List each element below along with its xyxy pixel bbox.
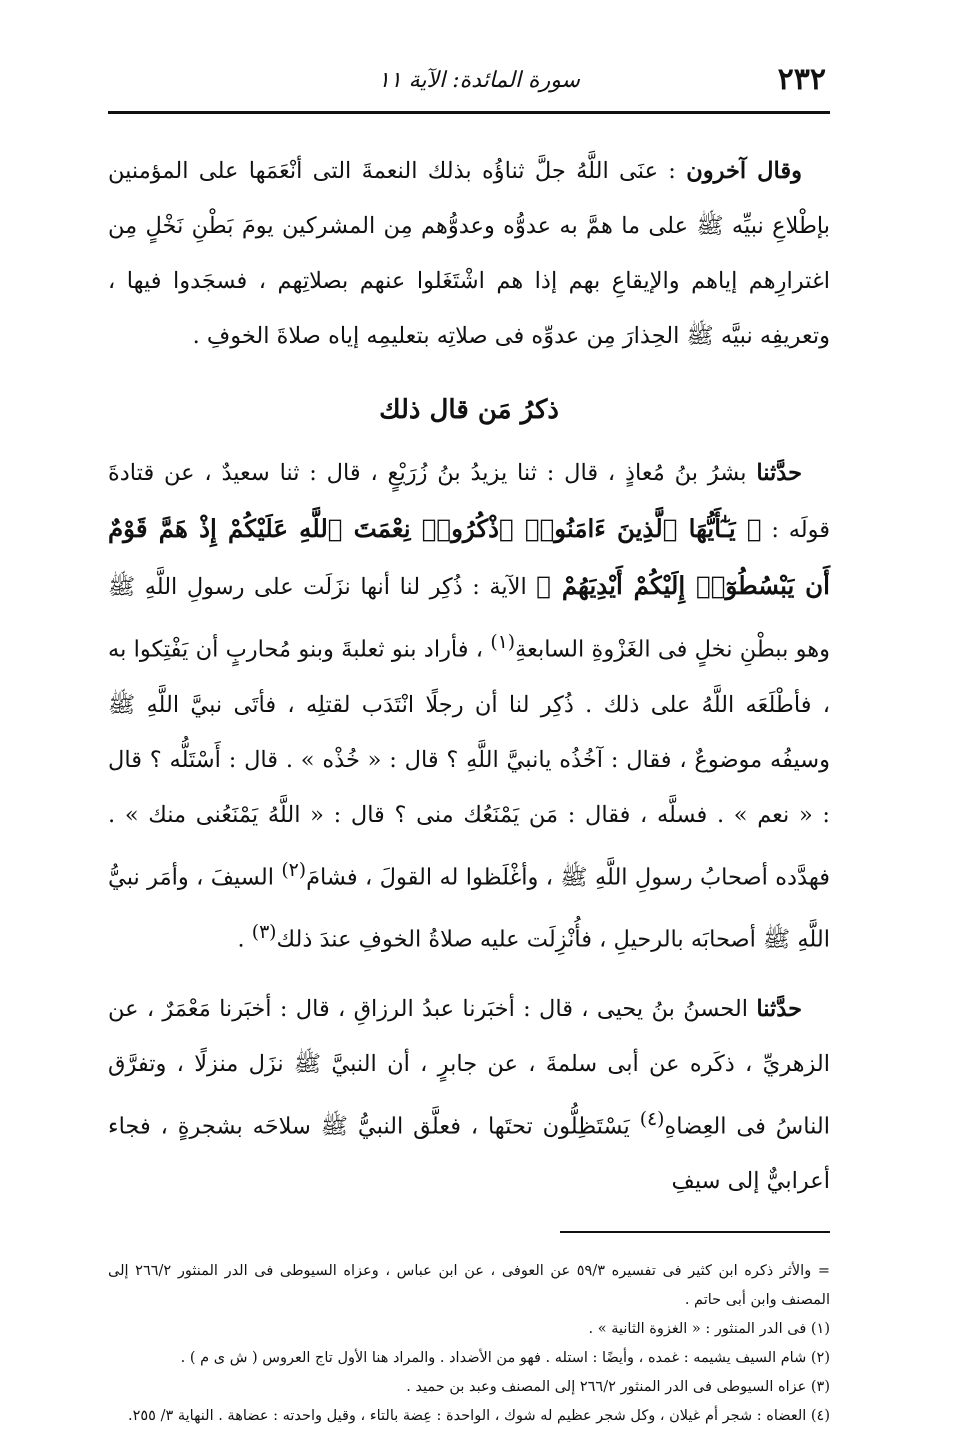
- footnote-ref-4: (٤): [639, 1108, 665, 1130]
- paragraph-lead: حدَّثنا: [756, 995, 802, 1022]
- paragraph-text: : عنَى اللَّهُ جلَّ ثناؤُه بذلك النعمةَ التى أنْعَمَها على المؤمنين بإطْلاعِ نبيِّه ﷺ على ما همَّ به عدوُّه وعدوُّهم مِن المشركين يومَ بَطْنِ نَخْلٍ مِن اغترارِهم إياهم والإيقاعِ بهم إذا هم اشْتَغَلوا عنهم بصلاتِهم ، فسجَدوا فيها ، وتعريفِه نبيَّه ﷺ الحِذارَ مِن عدوِّه فى صلاتِه بتعليمِه إياه صلاةَ الخوفِ .: [108, 158, 830, 349]
- main-text: [108, 144, 830, 1209]
- footnote-2: (٢) شام السيف يشيمه : غمده ، وأيضًا : استله . فهو من الأضداد . والمراد هنا الأول تاج العروس ( ش ى م ) .: [180, 1350, 830, 1366]
- running-header: [108, 56, 830, 114]
- footnote-ref-3: (٣): [251, 922, 277, 943]
- paragraph-qatada-narration: [108, 446, 830, 968]
- section-heading: ذكرُ مَن قال ذلك: [379, 395, 559, 425]
- footnote-ref-2: (٢): [281, 859, 307, 881]
- footnote-4: (٤) العضاه : شجر أم غيلان ، وكل شجر عظيم له شوك ، الواحدة : عِضة بالتاء ، وقيل واحدته : عضاهة . النهاية ٣/ ٢٥٥.: [127, 1408, 830, 1424]
- paragraph-lead: حدَّثنا: [756, 460, 802, 486]
- paragraph-jabir-narration: [108, 982, 830, 1210]
- footnote-continuation: = والأثر ذكره ابن كثير فى تفسيره ٥٩/٣ عن العوفى ، عن ابن عباس ، وعزاه السيوطى فى الدر المنثور ٢٦٦/٢ إلى المصنف وابن أبى حاتم .: [108, 1263, 830, 1308]
- narration-text: الحسنُ بنُ يحيى ، قال : أخبَرنا عبدُ الرزاقِ ، قال : أخبَرنا مَعْمَرٌ ، عن الزهريِّ ، ذكَره عن أبى سلمةَ ، عن جابرٍ ، أن النبيَّ ﷺ نزَل منزلًا ، وتفرَّق الناسُ فى العِضاهِ: [108, 995, 831, 1139]
- book-page: [108, 56, 831, 1424]
- narration-text: الآية : ذُكِر لنا أنها نزَلَت على رسولِ اللَّهِ ﷺ وهو ببطْنِ نخلٍ فى الغَزْوةِ السابعةِ: [108, 574, 830, 663]
- isnad-text: بشرُ بنُ مُعاذٍ ، قال : ثنا يزيدُ بنُ زُرَيْعٍ ، قال : ثنا سعيدٌ ، عن قتادةَ قولَه :: [108, 460, 831, 543]
- footnote-3: (٣) عزاه السيوطى فى الدر المنثور ٢٦٦/٢ إلى المصنف وعبد بن حميد .: [406, 1379, 830, 1395]
- narration-text: السيفَ ، وأمَر نبيُّ اللَّهِ ﷺ أصحابَه بالرحيلِ ، فأُنْزِلَت عليه صلاةُ الخوفِ عندَ ذلك: [108, 864, 830, 953]
- surah-title: سورة المائدة: الآية ١١: [378, 68, 580, 93]
- paragraph-other-opinion: [108, 144, 830, 364]
- narration-text: ، فأراد بنو ثعلبةَ وبنو مُحاربٍ أن يَفْتِكوا به ، فأطْلَعَه اللَّهُ على ذلك . ذُكِر لنا أن رجلًا انْتَدَب لقتلِه ، فأتَى نبيَّ اللَّهِ ﷺ وسيفُه موضوعٌ ، فقال : آخُذُه يانبيَّ اللَّهِ ؟ قال : « خُذْه » . قال : أَسْتَلُّه ؟ قال : « نعم » . فسلَّه ، فقال : مَن يَمْنَعُك منى ؟ قال : « اللَّهُ يَمْنَعُنى منك » . فهدَّده أصحابُ رسولِ اللَّهِ ﷺ ، وأغْلَظوا له القولَ ، فشامَ: [108, 636, 830, 890]
- quran-verse: ﴿ يَـٰٓأَيُّهَا ٱلَّذِينَ ءَامَنُوا۟ ٱذْكُرُوا۟ نِعْمَتَ ٱللَّهِ عَلَيْكُمْ إِذْ هَمَّ قَوْمٌ أَن يَبْسُطُوٓا۟ إِلَيْكُمْ أَيْدِيَهُمْ ﴾: [108, 514, 830, 600]
- narration-text: .: [237, 926, 245, 953]
- narration-text: يَسْتَظِلُّون تحتَها ، فعلَّق النبيُّ ﷺ سلاحَه بشجرةٍ ، فجاء أعرابيٌّ إلى سيفِ: [108, 1113, 830, 1194]
- footnote-divider: [560, 1231, 830, 1233]
- footnote-1: (١) فى الدر المنثور : « الغزوة الثانية » .: [588, 1321, 830, 1337]
- footnote-ref-1: (١): [490, 632, 516, 653]
- page-number: ٢٣٢: [777, 62, 826, 97]
- paragraph-lead: وقال آخرون: [686, 158, 802, 184]
- footnotes: [108, 1257, 830, 1431]
